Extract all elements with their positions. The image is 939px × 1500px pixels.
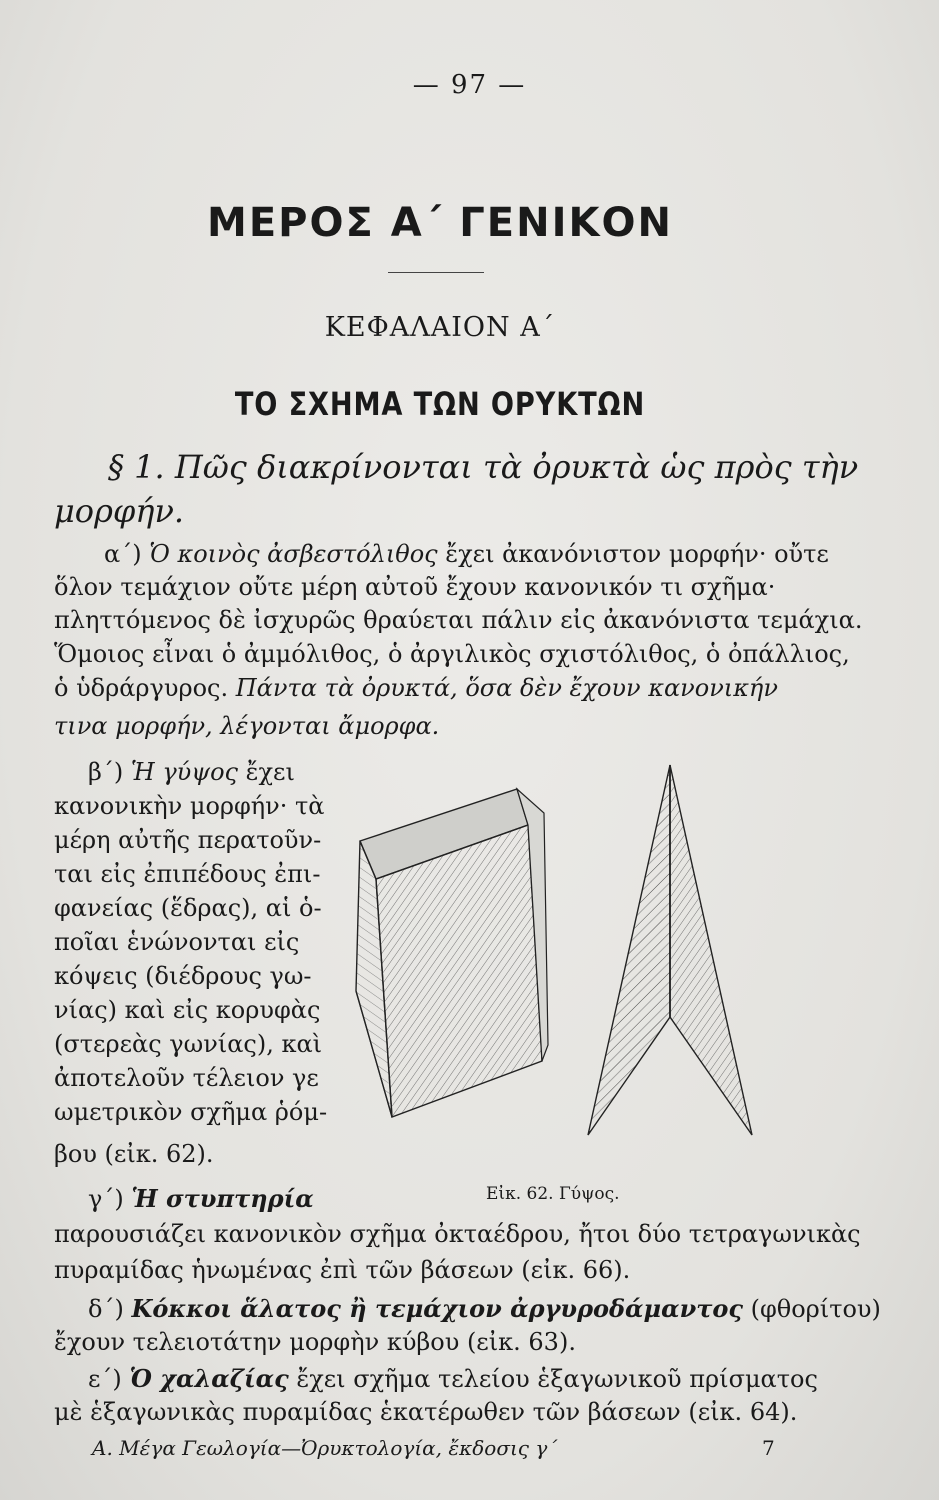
para-a-line4: Ὅμοιος εἶναι ὁ ἀμμόλιθος, ὁ ἀργιλικὸς σχιστόλιθος, ὁ ὀπάλλιος, — [54, 640, 850, 668]
para-b-line: βου (εἰκ. 62). — [54, 1140, 214, 1168]
para-a-line5: ὁ ὑδράργυρος. Πάντα τὰ ὀρυκτά, ὅσα δὲν ἔχουν κανονικήν — [54, 674, 778, 702]
para-b-line: ται εἰς ἐπιπέδους ἐπι- — [54, 860, 321, 888]
page-number: — 97 — — [412, 70, 527, 100]
para-b-keyword: Ἡ γύψος — [130, 758, 238, 786]
section-heading-line1: § 1. Πῶς διακρίνονται τὰ ὀρυκτὰ ὡς πρὸς τὴν — [108, 448, 859, 486]
para-a-keyword: Ὁ κοινὸς ἀσβεστόλιθος — [149, 540, 438, 568]
para-e-line2: μὲ ἑξαγωνικὰς πυραμίδας ἑκατέρωθεν τῶν βάσεων (εἰκ. 64). — [54, 1398, 798, 1426]
para-a-line2: ὅλον τεμάχιον οὔτε μέρη αὐτοῦ ἔχουν κανονικόν τι σχῆμα· — [54, 573, 776, 601]
para-e-keyword: Ὁ χαλαζίας — [129, 1364, 289, 1393]
gypsum-twin-drawing — [588, 765, 752, 1135]
chapter-label: ΚΕΦΑΛΑΙΟΝ Α΄ — [324, 312, 556, 343]
para-c-line1: γ΄) Ἡ στυπτηρία — [88, 1184, 314, 1213]
para-c-keyword: Ἡ στυπτηρία — [131, 1184, 314, 1213]
part-title: ΜΕΡΟΣ Α΄ ΓΕΝΙΚΟΝ — [207, 200, 673, 246]
para-b-line: ἀποτελοῦν τέλειον γε — [54, 1064, 319, 1092]
footer-title: Α. Μέγα Γεωλογία—Ὀρυκτολογία, ἔκδοσις γ΄ — [92, 1436, 558, 1460]
chapter-title: ΤΟ ΣΧΗΜΑ ΤΩΝ ΟΡΥΚΤΩΝ — [234, 385, 646, 423]
figure-caption: Εἰκ. 62. Γύψος. — [486, 1184, 620, 1204]
para-b-line: κόψεις (διέδρους γω- — [54, 962, 312, 990]
gypsum-prism-drawing — [356, 789, 548, 1117]
para-d-line2: ἔχουν τελειοτάτην μορφὴν κύβου (εἰκ. 63). — [54, 1328, 576, 1356]
para-e-line1: ε΄) Ὁ χαλαζίας ἔχει σχῆμα τελείου ἑξαγωνικοῦ πρίσματος — [88, 1364, 818, 1393]
para-c-line2: παρουσιάζει κανονικὸν σχῆμα ὀκταέδρου, ἤτοι δύο τετραγωνικὰς — [54, 1220, 861, 1248]
para-d-line1: δ΄) Κόκκοι ἅλατος ἢ τεμάχιον ἀργυροδάμαντος (φθορίτου) — [88, 1294, 881, 1323]
para-b-line1: β΄) Ἡ γύψος ἔχει — [88, 758, 295, 786]
gypsum-crystal-figure — [352, 755, 852, 1180]
signature-mark: 7 — [762, 1436, 775, 1460]
para-b-line: κανονικὴν μορφήν· τὰ — [54, 792, 325, 820]
para-b-line: νίας) καὶ εἰς κορυφὰς — [54, 996, 321, 1024]
section-heading-line2: μορφήν. — [54, 492, 185, 530]
para-b-line: ωμετρικὸν σχῆμα ῥόμ- — [54, 1098, 328, 1126]
para-b-line: φανείας (ἕδρας), αἱ ὁ- — [54, 894, 322, 922]
para-c-line3: πυραμίδας ἡνωμένας ἐπὶ τῶν βάσεων (εἰκ. 66). — [54, 1256, 631, 1284]
para-a-line1: α΄) Ὁ κοινὸς ἀσβεστόλιθος ἔχει ἀκανόνιστον μορφήν· οὔτε — [104, 540, 829, 568]
para-a-line6: τινα μορφήν, λέγονται ἄμορφα. — [54, 712, 440, 740]
para-b-line: μέρη αὐτῆς περατοῦν- — [54, 826, 322, 854]
para-b-line: (στερεὰς γωνίας), καὶ — [54, 1030, 323, 1058]
para-b-line: ποῖαι ἑνώνονται εἰς — [54, 928, 300, 956]
para-d-keyword: Κόκκοι ἅλατος ἢ τεμάχιον ἀργυροδάμαντος — [131, 1294, 743, 1323]
para-a-emphasis: Πάντα τὰ ὀρυκτά, ὅσα δὲν ἔχουν κανονικήν — [235, 674, 778, 702]
para-a-line3: πληττόμενος δὲ ἰσχυρῶς θραύεται πάλιν εἰς ἀκανόνιστα τεμάχια. — [54, 606, 863, 634]
title-divider — [388, 272, 484, 273]
